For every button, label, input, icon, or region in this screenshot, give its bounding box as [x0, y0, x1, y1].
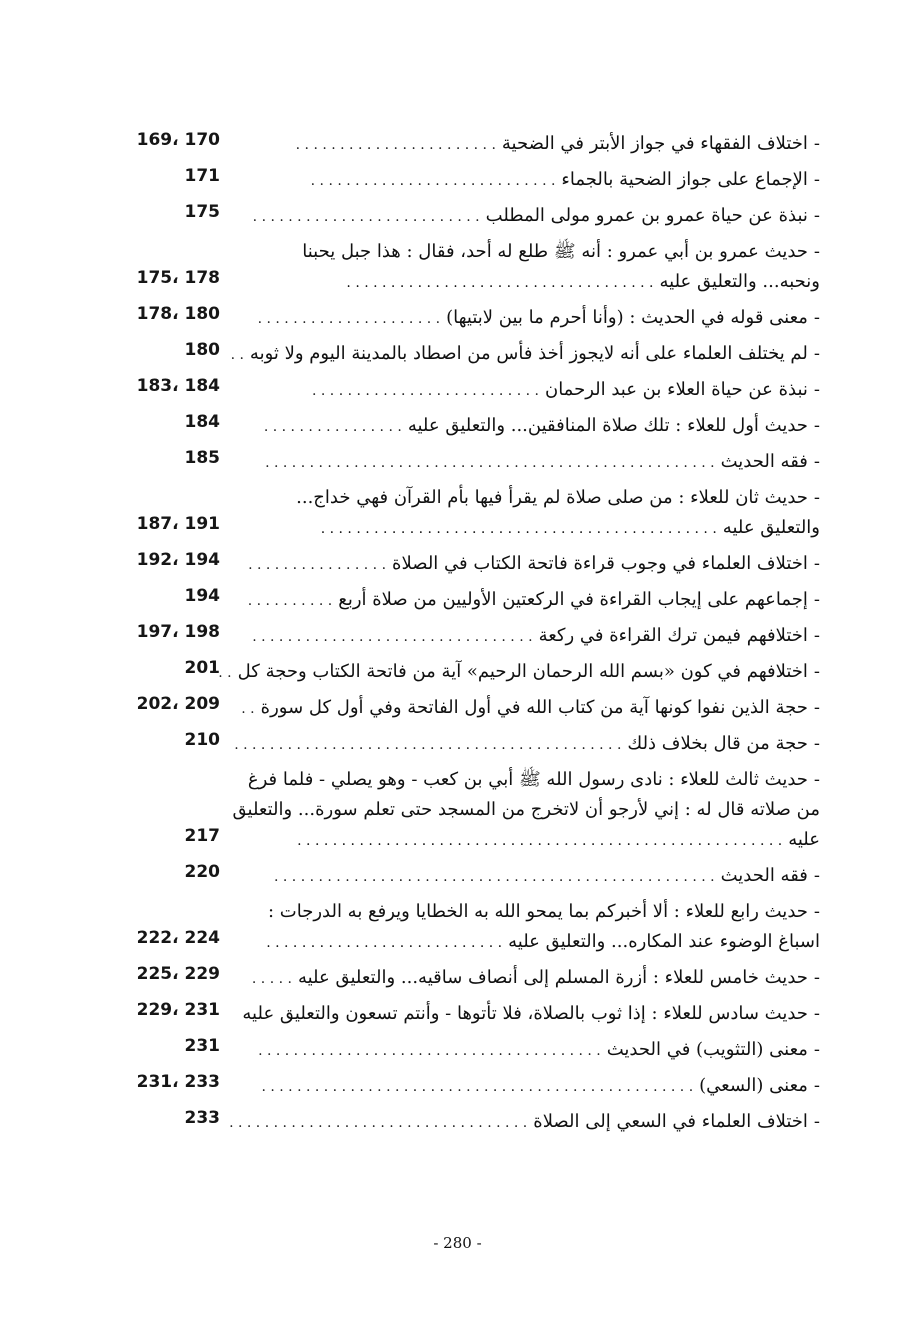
table-of-contents [100, 128, 820, 1142]
toc-entry: -نبذة عن حياة العلاء بن عبد الرحمان. . . . . . . . . . . . . . . . . . . . . . . . . . [312, 379, 820, 400]
entry-text: لم يختلف العلماء على أنه لايجوز أخذ فأس من اصطاد بالمدينة اليوم ولا ثوبه [249, 343, 808, 364]
page-reference: 169، 170 [136, 130, 220, 150]
entry-text: من صلاته قال له : إني لأرجو أن لاتخرج من المسجد حتى تعلم سورة... والتعليق [232, 799, 820, 820]
entry-text: ونحبه... والتعليق عليه [659, 271, 820, 292]
entry-text: حديث خامس للعلاء : أزرة المسلم إلى أنصاف ساقيه... والتعليق عليه [297, 967, 808, 988]
toc-entry-continuation: اسباغ الوضوء عند المكاره... والتعليق عليه. . . . . . . . . . . . . . . . . . . . . . . . . . . [266, 931, 820, 952]
toc-row [100, 824, 820, 860]
toc-entry: -حديث أول للعلاء : تلك صلاة المنافقين... والتعليق عليه. . . . . . . . . . . . . . . . [263, 415, 820, 436]
toc-entry: -اختلاف العلماء في السعي إلى الصلاة. . . . . . . . . . . . . . . . . . . . . . . . . . . . . . . . . . [229, 1111, 820, 1132]
entry-text: حديث ثان للعلاء : من صلى صلاة لم يقرأ فيها بأم القرآن فهي خداج... [296, 487, 808, 508]
page-reference: 217 [184, 826, 220, 846]
toc-row [100, 128, 820, 164]
toc-row [100, 302, 820, 338]
toc-entry: -معنى (التثويب) في الحديث. . . . . . . . . . . . . . . . . . . . . . . . . . . . . . . . . . . . . . . [258, 1039, 820, 1060]
page-reference: 225، 229 [136, 964, 220, 984]
toc-entry: -اختلافهم فيمن ترك القراءة في ركعة. . . . . . . . . . . . . . . . . . . . . . . . . . . . . . . . [252, 625, 820, 646]
toc-row [100, 584, 820, 620]
toc-entry: -فقه الحديث. . . . . . . . . . . . . . . . . . . . . . . . . . . . . . . . . . . . . . . . . . . . . . . . . . [274, 865, 820, 886]
page-reference: 222، 224 [136, 928, 220, 948]
toc-entry-continuation: عليه. . . . . . . . . . . . . . . . . . . . . . . . . . . . . . . . . . . . . . . . . . . . . . . . . . . . . . . [297, 829, 820, 850]
entry-text: فقه الحديث [720, 451, 808, 472]
toc-entry: -نبذة عن حياة عمرو بن عمرو مولى المطلب. . . . . . . . . . . . . . . . . . . . . . . . . . [252, 205, 820, 226]
toc-row [100, 764, 820, 794]
toc-row [100, 692, 820, 728]
entry-text: نبذة عن حياة عمرو بن عمرو مولى المطلب [485, 205, 808, 226]
toc-entry: -إجماعهم على إيجاب القراءة في الركعتين الأوليين من صلاة أربع. . . . . . . . . . [247, 589, 820, 610]
toc-row [100, 728, 820, 764]
toc-row [100, 860, 820, 896]
page-reference: 187، 191 [136, 514, 220, 534]
entry-text: إجماعهم على إيجاب القراءة في الركعتين الأوليين من صلاة أربع [338, 589, 808, 610]
page-reference: 231، 233 [136, 1072, 220, 1092]
toc-row [100, 926, 820, 962]
page-reference: 229، 231 [136, 1000, 220, 1020]
toc-row [100, 794, 820, 824]
toc-entry-continuation: والتعليق عليه. . . . . . . . . . . . . . . . . . . . . . . . . . . . . . . . . . . . . . . . . . . . . [320, 517, 820, 538]
toc-entry: -فقه الحديث. . . . . . . . . . . . . . . . . . . . . . . . . . . . . . . . . . . . . . . . . . . . . . . . . . . [265, 451, 820, 472]
page-reference: 231 [184, 1036, 220, 1056]
page-reference: 194 [184, 586, 220, 606]
toc-row [100, 1106, 820, 1142]
toc-entry: -اختلاف العلماء في وجوب قراءة فاتحة الكتاب في الصلاة. . . . . . . . . . . . . . . . [248, 553, 820, 574]
page-reference: 185 [184, 448, 220, 468]
page-reference: 180 [184, 340, 220, 360]
toc-entry: -حديث ثان للعلاء : من صلى صلاة لم يقرأ فيها بأم القرآن فهي خداج... [296, 487, 820, 508]
page-reference: 201 [184, 658, 220, 678]
entry-text: حديث سادس للعلاء : إذا ثوب بالصلاة، فلا تأتوها - وأنتم تسعون والتعليق عليه [242, 1003, 808, 1024]
toc-row [100, 164, 820, 200]
toc-row [100, 374, 820, 410]
page-reference: 171 [184, 166, 220, 186]
toc-row [100, 620, 820, 656]
toc-row [100, 998, 820, 1034]
toc-row [100, 266, 820, 302]
toc-entry: -حديث رابع للعلاء : ألا أخبركم بما يمحو الله به الخطايا ويرفع به الدرجات : [267, 901, 820, 922]
page-reference: 184 [184, 412, 220, 432]
entry-text: حجة الذين نفوا كونها آية من كتاب الله في أول الفاتحة وفي أول كل سورة [260, 697, 808, 718]
page-reference: 202، 209 [136, 694, 220, 714]
page-reference: 175، 178 [136, 268, 220, 288]
page-reference: 192، 194 [136, 550, 220, 570]
toc-entry: -حديث ثالث للعلاء : نادى رسول الله ﷺ أبي بن كعب - وهو يصلي - فلما فرغ [247, 769, 820, 790]
toc-row [100, 962, 820, 998]
page-reference: 178، 180 [136, 304, 220, 324]
entry-text: اختلاف العلماء في السعي إلى الصلاة [533, 1111, 808, 1132]
toc-entry: -لم يختلف العلماء على أنه لايجوز أخذ فأس من اصطاد بالمدينة اليوم ولا ثوبه. . [230, 343, 820, 364]
page-reference: 197، 198 [136, 622, 220, 642]
toc-entry: -حديث خامس للعلاء : أزرة المسلم إلى أنصاف ساقيه... والتعليق عليه. . . . . [251, 967, 820, 988]
page-reference: 175 [184, 202, 220, 222]
toc-entry-continuation [230, 794, 820, 826]
entry-text: معنى (السعي) [699, 1075, 808, 1096]
entry-text: حديث ثالث للعلاء : نادى رسول الله ﷺ أبي بن كعب - وهو يصلي - فلما فرغ [247, 769, 808, 790]
entry-text: حجة من قال بخلاف ذلك [627, 733, 808, 754]
entry-text: معنى قوله في الحديث : (وأنا أحرم ما بين لابتيها) [446, 307, 808, 328]
page-reference: 233 [184, 1108, 220, 1128]
toc-entry: -الإجماع على جواز الضحية بالجماء. . . . . . . . . . . . . . . . . . . . . . . . . . . . [310, 169, 820, 190]
toc-row [100, 896, 820, 926]
toc-row [100, 236, 820, 266]
page-reference: 210 [184, 730, 220, 750]
entry-text: الإجماع على جواز الضحية بالجماء [561, 169, 808, 190]
entry-text: نبذة عن حياة العلاء بن عبد الرحمان [544, 379, 808, 400]
entry-text: معنى (التثويب) في الحديث [606, 1039, 808, 1060]
toc-row [100, 656, 820, 692]
toc-row [100, 200, 820, 236]
toc-entry: -حديث سادس للعلاء : إذا ثوب بالصلاة، فلا تأتوها - وأنتم تسعون والتعليق عليه [242, 1003, 820, 1024]
toc-entry: -معنى قوله في الحديث : (وأنا أحرم ما بين لابتيها). . . . . . . . . . . . . . . . . . . . . [257, 307, 820, 328]
toc-entry: -حجة من قال بخلاف ذلك. . . . . . . . . . . . . . . . . . . . . . . . . . . . . . . . . . . . . . . . . . . . [234, 733, 820, 754]
toc-row [100, 410, 820, 446]
toc-row [100, 1034, 820, 1070]
entry-text: حديث أول للعلاء : تلك صلاة المنافقين... والتعليق عليه [407, 415, 808, 436]
page-reference: 220 [184, 862, 220, 882]
entry-text: اختلاف الفقهاء في جواز الأبتر في الضحية [501, 133, 808, 154]
entry-text: اسباغ الوضوء عند المكاره... والتعليق عليه [508, 931, 820, 952]
toc-row [100, 548, 820, 584]
entry-text: اختلافهم في كون «بسم الله الرحمان الرحيم» آية من فاتحة الكتاب وحجة كل [237, 661, 808, 682]
toc-row [100, 1070, 820, 1106]
toc-row [100, 338, 820, 374]
page-reference: 183، 184 [136, 376, 220, 396]
entry-text: والتعليق عليه [722, 517, 820, 538]
entry-text: فقه الحديث [720, 865, 808, 886]
toc-entry: -اختلاف الفقهاء في جواز الأبتر في الضحية. . . . . . . . . . . . . . . . . . . . . . . [295, 133, 820, 154]
toc-row [100, 446, 820, 482]
entry-text: عليه [788, 829, 820, 850]
toc-entry: -معنى (السعي). . . . . . . . . . . . . . . . . . . . . . . . . . . . . . . . . . . . . . . . . . . . . . . . . [261, 1075, 820, 1096]
toc-row [100, 512, 820, 548]
toc-row [100, 482, 820, 512]
entry-text: اختلاف العلماء في وجوب قراءة فاتحة الكتاب في الصلاة [392, 553, 808, 574]
toc-entry: -اختلافهم في كون «بسم الله الرحمان الرحيم» آية من فاتحة الكتاب وحجة كل. . [218, 661, 820, 682]
page-number: - 280 - [433, 1234, 482, 1252]
toc-entry: -حديث عمرو بن أبي عمرو : أنه ﷺ طلع له أحد، فقال : هذا جبل يحبنا [302, 241, 820, 262]
entry-text: حديث عمرو بن أبي عمرو : أنه ﷺ طلع له أحد، فقال : هذا جبل يحبنا [302, 241, 808, 262]
entry-text: اختلافهم فيمن ترك القراءة في ركعة [538, 625, 808, 646]
entry-text: حديث رابع للعلاء : ألا أخبركم بما يمحو الله به الخطايا ويرفع به الدرجات : [267, 901, 808, 922]
toc-entry-continuation: ونحبه... والتعليق عليه. . . . . . . . . . . . . . . . . . . . . . . . . . . . . . . . . . . [346, 271, 820, 292]
toc-entry: -حجة الذين نفوا كونها آية من كتاب الله في أول الفاتحة وفي أول كل سورة. . [241, 697, 820, 718]
